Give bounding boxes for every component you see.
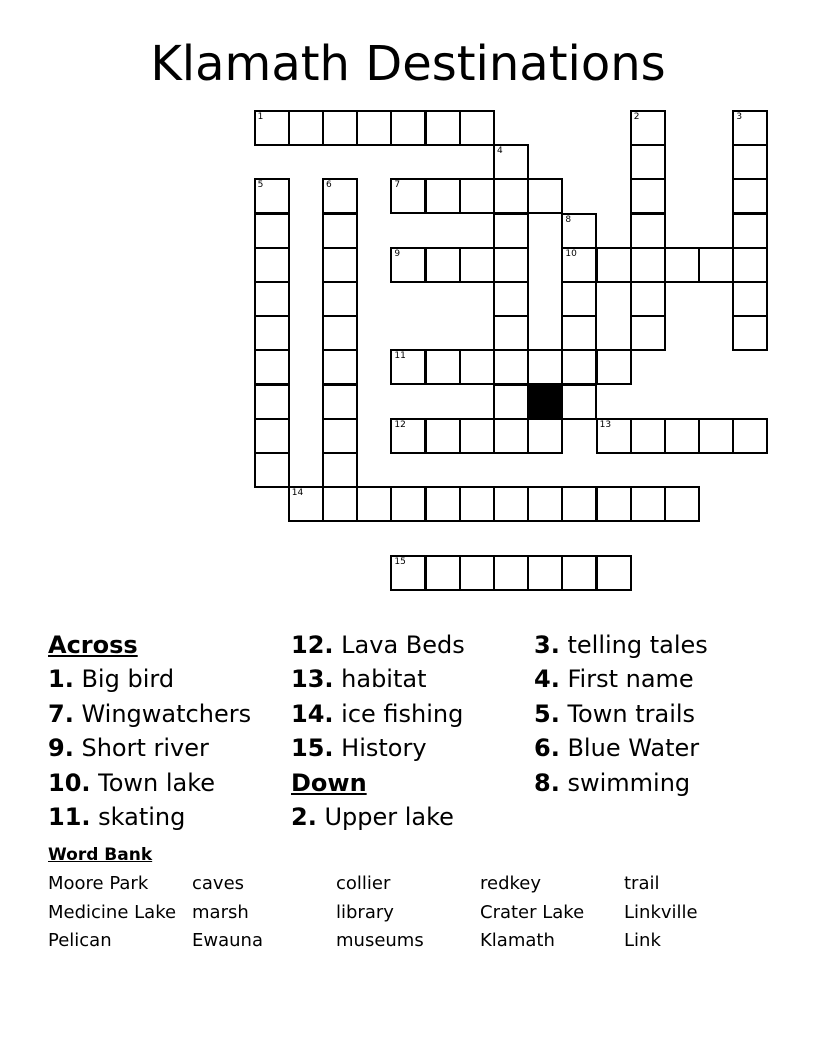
grid-cell[interactable] [425,555,461,591]
word-bank-word: Ewauna [192,930,263,951]
grid-cell[interactable] [322,452,358,488]
clue-heading: Across [48,631,138,659]
grid-cell[interactable] [732,315,768,351]
grid-cell[interactable] [390,110,426,146]
clue-number: 14 [291,488,304,499]
grid-cell[interactable] [732,281,768,317]
grid-cell[interactable] [630,281,666,317]
grid-cell[interactable] [493,281,529,317]
clue-item-text: skating [98,803,186,832]
grid-cell[interactable] [254,452,290,488]
clue-item [291,662,465,696]
grid-cell[interactable] [493,315,529,351]
clue-column-1 [48,628,251,834]
word-bank-word: marsh [192,902,249,923]
grid-cell[interactable] [288,486,324,522]
clue-item-text: Upper lake [324,803,454,832]
grid-cell[interactable] [356,110,392,146]
grid-cell[interactable] [425,178,461,214]
word-bank-word: collier [336,873,391,894]
clue-item-number: 14. [291,699,334,728]
grid-cell[interactable] [698,247,734,283]
clue-item-text: habitat [341,665,427,694]
word-bank-word: museums [336,930,424,951]
grid-cell[interactable] [527,178,563,214]
word-bank-word: redkey [480,873,542,894]
clue-item-number: 8. [534,768,560,797]
clue-item [534,628,708,662]
grid-cell[interactable] [630,213,666,249]
clue-item [534,662,708,696]
grid-cell[interactable] [254,281,290,317]
word-bank-word: Crater Lake [480,902,585,923]
grid-cell[interactable] [527,349,563,385]
clue-number: 9 [394,248,401,259]
clue-item [48,697,251,731]
grid-cell[interactable] [732,213,768,249]
grid-cell[interactable] [630,144,666,180]
grid-cell[interactable] [322,178,358,214]
grid-cell[interactable] [459,418,495,454]
grid-cell[interactable] [254,110,290,146]
clue-number: 10 [565,248,577,259]
grid-cell[interactable] [390,178,426,214]
grid-cell[interactable] [322,349,358,385]
grid-cell[interactable] [254,247,290,283]
grid-cell[interactable] [322,418,358,454]
grid-cell[interactable] [254,349,290,385]
clue-number: 13 [599,419,612,430]
clue-item-text: Town trails [567,699,696,728]
word-bank-word: library [336,902,394,923]
clue-item-number: 13. [291,665,334,694]
clue-item [534,731,708,765]
grid-cell[interactable] [664,247,700,283]
grid-cell[interactable] [459,247,495,283]
clue-item-text: swimming [567,768,691,797]
word-bank-word: Moore Park [48,873,149,894]
clue-item-text: ice fishing [341,699,464,728]
grid-cell[interactable] [630,315,666,351]
grid-block [527,384,563,420]
grid-cell[interactable] [425,349,461,385]
grid-cell[interactable] [630,486,666,522]
grid-cell[interactable] [493,384,529,420]
grid-cell[interactable] [732,247,768,283]
clue-number: 6 [326,180,332,191]
grid-cell[interactable] [630,247,666,283]
grid-cell[interactable] [390,247,426,283]
clue-item-text: Town lake [98,768,216,797]
grid-cell[interactable] [254,213,290,249]
grid-cell[interactable] [664,486,700,522]
clue-number: 1 [257,112,264,122]
grid-cell[interactable] [596,555,632,591]
grid-cell[interactable] [425,418,461,454]
clue-item-number: 10. [48,768,91,797]
clue-item [48,731,251,765]
grid-cell[interactable] [732,178,768,214]
clue-number: 11 [394,351,406,362]
grid-cell[interactable] [425,247,461,283]
grid-cell[interactable] [493,178,529,214]
grid-cell[interactable] [561,281,597,317]
clue-item-number: 12. [291,631,334,659]
clue-item [291,697,465,731]
puzzle-title: Klamath Destinations [150,36,666,92]
grid-cell[interactable] [630,178,666,214]
grid-cell[interactable] [254,418,290,454]
clue-number: 5 [257,180,264,191]
grid-cell[interactable] [596,418,632,454]
grid-cell[interactable] [732,144,768,180]
grid-cell[interactable] [561,247,597,283]
word-bank-word: caves [192,873,245,894]
grid-cell[interactable] [493,418,529,454]
grid-cell[interactable] [322,247,358,283]
grid-cell[interactable] [596,349,632,385]
clue-item-text: First name [567,665,694,694]
clue-number: 7 [394,180,401,191]
grid-cell[interactable] [322,384,358,420]
clue-item-number: 9. [48,734,74,763]
grid-cell[interactable] [596,486,632,522]
grid-cell[interactable] [493,486,529,522]
grid-cell[interactable] [322,213,358,249]
grid-cell[interactable] [561,213,597,249]
grid-cell[interactable] [322,315,358,351]
word-bank-word: Pelican [48,930,112,951]
clue-item [291,731,465,765]
clue-item-text: Wingwatchers [81,699,252,728]
grid-cell[interactable] [561,486,597,522]
grid-cell[interactable] [493,247,529,283]
clue-item [534,766,708,800]
clue-item-text: Short river [81,734,209,763]
clue-item [291,628,465,662]
grid-cell[interactable] [596,247,632,283]
grid-cell[interactable] [561,555,597,591]
grid-cell[interactable] [322,281,358,317]
word-bank-word: Link [624,930,661,951]
clue-column-3 [534,628,708,800]
grid-cell[interactable] [732,110,768,146]
grid-cell[interactable] [527,555,563,591]
grid-cell[interactable] [459,349,495,385]
grid-cell[interactable] [493,144,529,180]
clue-number: 8 [565,214,572,225]
grid-cell[interactable] [322,110,358,146]
clue-number: 12 [394,419,406,430]
grid-cell[interactable] [459,110,495,146]
clue-item-text: History [341,734,427,763]
grid-cell[interactable] [527,418,563,454]
grid-cell[interactable] [664,418,700,454]
clue-item [534,697,708,731]
word-bank-word: Medicine Lake [48,902,177,923]
clue-item-number: 3. [534,631,560,659]
clue-number: 3 [736,112,743,122]
grid-cell[interactable] [459,555,495,591]
grid-cell[interactable] [527,486,563,522]
clue-item-text: Blue Water [567,734,700,763]
clue-item-number: 6. [534,734,560,763]
clue-item-number: 7. [48,699,74,728]
clue-item-number: 15. [291,734,334,763]
clue-item-number: 5. [534,699,560,728]
grid-cell[interactable] [493,213,529,249]
grid-cell[interactable] [254,315,290,351]
clue-column-2 [291,628,465,834]
clue-item [48,662,251,696]
grid-cell[interactable] [630,110,666,146]
clue-item [48,766,251,800]
grid-cell[interactable] [493,555,529,591]
word-bank-word: Linkville [624,902,698,923]
grid-cell[interactable] [425,486,461,522]
grid-cell[interactable] [390,486,426,522]
grid-cell[interactable] [322,486,358,522]
grid-cell[interactable] [630,418,666,454]
grid-cell[interactable] [493,349,529,385]
clue-item-text: Big bird [81,665,175,694]
grid-cell[interactable] [561,349,597,385]
clue-item-number: 1. [48,665,74,694]
clue-number: 4 [497,146,503,157]
grid-cell[interactable] [459,486,495,522]
clue-item-text: telling tales [567,631,708,659]
grid-cell[interactable] [288,110,324,146]
grid-cell[interactable] [390,555,426,591]
clue-item [48,800,251,834]
grid-cell[interactable] [390,418,426,454]
grid-cell[interactable] [459,178,495,214]
clue-heading: Down [291,768,367,797]
clue-item-number: 2. [291,803,317,832]
clue-item-text: Lava Beds [341,631,465,659]
clue-number: 15 [394,556,406,567]
grid-cell[interactable] [390,349,426,385]
grid-cell[interactable] [254,384,290,420]
grid-cell[interactable] [561,384,597,420]
grid-cell[interactable] [356,486,392,522]
grid-cell[interactable] [425,110,461,146]
clue-item-number: 11. [48,803,91,832]
grid-cell[interactable] [732,418,768,454]
grid-cell[interactable] [254,178,290,214]
clue-number: 2 [633,112,640,122]
word-bank-word: Klamath [480,930,555,951]
word-bank-title: Word Bank [48,845,153,865]
clue-item-number: 4. [534,665,560,694]
clue-item [291,800,465,834]
grid-cell[interactable] [561,315,597,351]
word-bank-word: trail [624,873,660,894]
grid-cell[interactable] [698,418,734,454]
